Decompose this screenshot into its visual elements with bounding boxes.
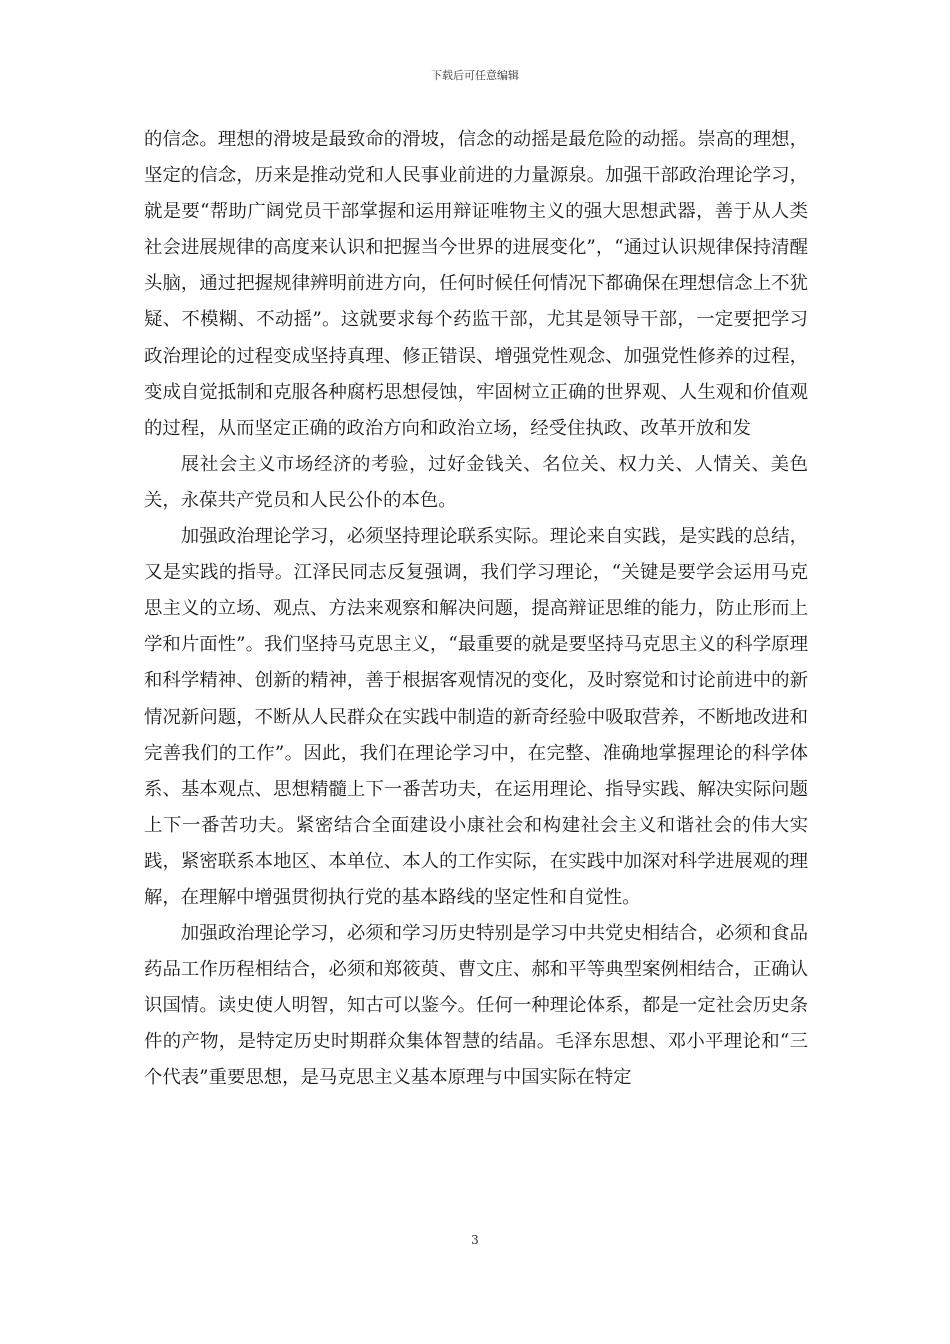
paragraph-4: 加强政治理论学习，必须和学习历史特别是学习中共党史相结合，必须和食品药品工作历程相结合，必须和郑筱萸、曹文庄、郝和平等典型案例相结合，正确认识国情。读史使人明智，知古可以鉴今。任何一种理论体系，都是一定社会历史条件的产物，是特定历史时期群众集体智慧的结晶。毛泽东思想、邓小平理论和“三个代表”重要思想，是马克思主义基本原理与中国实际在特定 [144,923,808,1089]
paragraph-2: 展社会主义市场经济的考验，过好金钱关、名位关、权力关、人情关、美色关，永葆共产党员和人民公仆的本色。 [144,453,808,511]
paragraph-3: 加强政治理论学习，必须坚持理论联系实际。理论来自实践，是实践的总结，又是实践的指导。江泽民同志反复强调，我们学习理论，“关键是要学会运用马克思主义的立场、观点、方法来观察和解决问题，提高辩证思维的能力，防止形而上学和片面性”。我们坚持马克思主义，“最重要的就是要坚持马克思主义的科学原理和科学精神、创新的精神，善于根据客观情况的变化，及时察觉和讨论前进中的新情况新问题，不断从人民群众在实践中制造的新奇经验中吸取营养，不断地改进和完善我们的工作”。因此，我们在理论学习中，在完整、准确地掌握理论的科学体系、基本观点、思想精髓上下一番苦功夫，在运用理论、指导实践、解决实际问题上下一番苦功夫。紧密结合全面建设小康社会和构建社会主义和谐社会的伟大实践，紧密联系本地区、本单位、本人的工作实际，在实践中加深对科学进展观的理解，在理解中增强贯彻执行党的基本路线的坚定性和自觉性。 [144,526,808,908]
page-header: 下载后可任意编辑 [431,69,519,82]
body-text [144,122,808,1097]
paragraph-1: 的信念。理想的滑坡是最致命的滑坡，信念的动摇是最危险的动摇。崇高的理想，坚定的信念，历来是推动党和人民事业前进的力量源泉。加强干部政治理论学习，就是要“帮助广阔党员干部掌握和运用辩证唯物主义的强大思想武器，善于从人类社会进展规律的高度来认识和把握当今世界的进展变化”，“通过认识规律保持清醒头脑，通过把握规律辨明前进方向，任何时候任何情况下都确保在理想信念上不犹疑、不模糊、不动摇”。这就要求每个药监干部，尤其是领导干部，一定要把学习政治理论的过程变成坚持真理、修正错误、增强党性观念、加强党性修养的过程，变成自觉抵制和克服各种腐朽思想侵蚀，牢固树立正确的世界观、人生观和价值观的过程，从而坚定正确的政治方向和政治立场，经受住执政、改革开放和发 [144,129,808,439]
page-number: 3 [471,1233,479,1247]
